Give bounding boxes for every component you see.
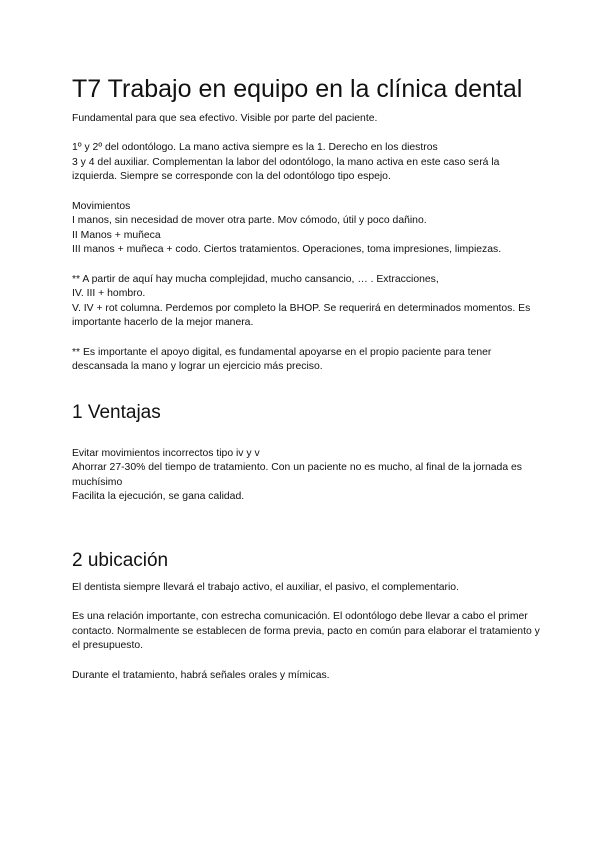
ubicacion-paragraph-2 (72, 610, 542, 654)
digital-support-paragraph (72, 346, 542, 375)
document-title: T7 Trabajo en equipo en la clínica dental (72, 75, 523, 103)
text-line: Evitar movimientos incorrectos tipo iv y v (72, 447, 260, 459)
text-line: IV. III + hombro. (72, 288, 146, 300)
intro-paragraph-1 (72, 112, 542, 127)
intro-paragraph-2 (72, 141, 542, 185)
text-line: V. IV + rot columna. Perdemos por completo la BHOP. Se requerirá en determinados momentos. Es importante hacerlo de la mejor manera. (72, 302, 531, 329)
text-line: Ahorrar 27-30% del tiempo de tratamiento. Con un paciente no es mucho, al final de la jornada es muchísimo (72, 462, 522, 488)
text-line: Movimientos (72, 200, 131, 212)
section-heading-ventajas: 1 Ventajas (72, 401, 161, 423)
ubicacion-paragraph-1 (72, 581, 542, 596)
text-line: ** A partir de aquí hay mucha complejidad, mucho cansancio, … . Extracciones, (72, 273, 439, 285)
text-line: I manos, sin necesidad de mover otra parte. Mov cómodo, útil y poco dañino. (72, 215, 427, 227)
document-page (72, 72, 542, 683)
text-line: Durante el tratamiento, habrá señales orales y mímicas. (72, 669, 330, 681)
text-line: Es una relación importante, con estrecha comunicación. El odontólogo debe llevar a cabo el primer contacto. Normalmente se establecen de forma previa, pacto en común para elaborar el tratamiento y el presupuesto. (72, 611, 540, 652)
text-line: El dentista siempre llevará el trabajo activo, el auxiliar, el pasivo, el complementario. (72, 582, 459, 594)
text-line: Facilita la ejecución, se gana calidad. (72, 491, 245, 503)
text-line: III manos + muñeca + codo. Ciertos tratamientos. Operaciones, toma impresiones, limpiezas. (72, 244, 502, 256)
ubicacion-paragraph-3 (72, 669, 542, 684)
section-heading-ubicacion: 2 ubicación (72, 550, 169, 572)
text-line: Fundamental para que sea efectivo. Visible por parte del paciente. (72, 113, 378, 124)
ventajas-paragraph (72, 447, 542, 505)
complexity-note-paragraph (72, 273, 542, 331)
movements-paragraph (72, 200, 542, 258)
text-line: 3 y 4 del auxiliar. Complementan la labor del odontólogo, la mano activa en este caso será la izquierda. Siempre se corresponde con la del odontólogo tipo espejo. (72, 156, 500, 183)
text-line: 1º y 2º del odontólogo. La mano activa siempre es la 1. Derecho en los diestros (72, 142, 438, 154)
text-line: II Manos + muñeca (72, 229, 161, 241)
text-line: ** Es importante el apoyo digital, es fundamental apoyarse en el propio paciente para tener descansada la mano y lograr un ejercicio más preciso. (72, 346, 492, 373)
